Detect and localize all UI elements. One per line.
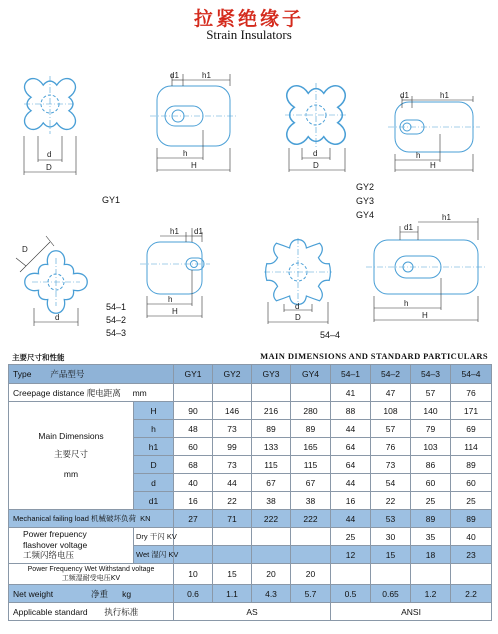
page-title-cn: 拉紧绝缘子 bbox=[193, 8, 304, 30]
table-row: Wet 湿闪 KV 12 15 18 23 bbox=[9, 546, 492, 564]
table-row: Power frepuency flashover voltage 工频闪络电压 Dry 干闪 KV 25 30 35 40 bbox=[9, 528, 492, 546]
spec-table bbox=[8, 364, 492, 621]
model-label-gy3: GY3 bbox=[356, 196, 375, 206]
gy234-front-view bbox=[285, 83, 347, 148]
model-label-gy2: GY2 bbox=[356, 182, 375, 192]
header-cell: 54–1 bbox=[331, 365, 371, 384]
model-label-54-3: 54–3 bbox=[106, 328, 127, 338]
model-label-54-4: 54–4 bbox=[320, 330, 341, 340]
model-label-54-2: 54–2 bbox=[106, 315, 127, 325]
header-cell: 54–2 bbox=[371, 365, 411, 384]
power-frequency-label: Power frepuency flashover voltage 工频闪络电压 bbox=[9, 528, 134, 564]
header-cell: GY3 bbox=[252, 365, 291, 384]
svg-text:d1: d1 bbox=[194, 227, 203, 236]
dim-label-H: H bbox=[191, 161, 197, 170]
model-label-gy1: GY1 bbox=[102, 195, 121, 205]
header-cell: GY1 bbox=[174, 365, 213, 384]
gy234-side-view bbox=[388, 102, 480, 152]
table-row: Power Frequency Wet Withstand voltage 工频湿耐受电压KV 10 15 20 20 bbox=[9, 564, 492, 585]
table-row: Net weight 净重 kg 0.6 1.1 4.3 5.7 0.5 0.65 1.2 2.2 bbox=[9, 585, 492, 603]
table-row: Main Dimensions 主要尺寸 mm H 90 146 216 280 88 108 140 171 bbox=[9, 402, 492, 420]
standard-as: AS bbox=[174, 603, 331, 621]
svg-text:d1: d1 bbox=[400, 91, 409, 100]
s54-front-view bbox=[21, 247, 90, 316]
header-cell: 54–3 bbox=[411, 365, 451, 384]
dim-label-D: D bbox=[46, 163, 52, 172]
table-row: d1 16 22 38 38 16 22 25 25 bbox=[9, 492, 492, 510]
svg-text:D: D bbox=[295, 313, 301, 322]
main-dimensions-label: Main Dimensions 主要尺寸 mm bbox=[9, 402, 134, 510]
svg-text:d: d bbox=[295, 302, 300, 311]
table-row: h 48 73 89 89 44 57 79 69 bbox=[9, 420, 492, 438]
svg-text:h1: h1 bbox=[170, 227, 179, 236]
header-cell: GY4 bbox=[291, 365, 331, 384]
gy1-side-view bbox=[150, 86, 238, 146]
dim-label-d1: d1 bbox=[170, 71, 179, 80]
header-cell: GY2 bbox=[213, 365, 252, 384]
page-title-en: Strain Insulators bbox=[206, 27, 292, 42]
table-row: h1 60 99 133 165 64 76 103 114 bbox=[9, 438, 492, 456]
header-cell: 54–4 bbox=[451, 365, 492, 384]
svg-text:H: H bbox=[172, 307, 178, 316]
model-label-gy4: GY4 bbox=[356, 210, 375, 220]
gy1-front-view bbox=[24, 76, 76, 134]
table-row: Creepage distance 爬电距离 mm 41 47 57 76 bbox=[9, 384, 492, 402]
standard-ansi: ANSI bbox=[331, 603, 492, 621]
svg-text:h1: h1 bbox=[442, 213, 451, 222]
svg-text:d: d bbox=[55, 313, 60, 322]
svg-text:d1: d1 bbox=[404, 223, 413, 232]
table-row: Applicable standard 执行标准 AS ANSI bbox=[9, 603, 492, 621]
table-row: Mechanical failing load 机械破坏负荷 KN 27 71 222 222 44 53 89 89 bbox=[9, 510, 492, 528]
svg-text:H: H bbox=[422, 311, 428, 320]
model-label-54-1: 54–1 bbox=[106, 302, 127, 312]
dim-label-h1: h1 bbox=[202, 71, 211, 80]
svg-text:d: d bbox=[313, 149, 318, 158]
dim-label-h: h bbox=[183, 149, 188, 158]
s54-4-side-view bbox=[366, 240, 486, 294]
s54-4-front-view bbox=[264, 238, 332, 306]
section-title-cn: 主要尺寸和性能 bbox=[12, 353, 65, 362]
table-row: d 40 44 67 67 44 54 60 60 bbox=[9, 474, 492, 492]
table-header-row: Type 产品型号 GY1 GY2 GY3 GY4 54–1 54–2 54–3 54–4 bbox=[9, 365, 492, 384]
s54-side-view bbox=[140, 242, 210, 294]
svg-text:h1: h1 bbox=[440, 91, 449, 100]
svg-text:h: h bbox=[416, 151, 421, 160]
svg-text:h: h bbox=[168, 295, 173, 304]
dim-label-d: d bbox=[47, 150, 52, 159]
table-row: D 68 73 115 115 64 73 86 89 bbox=[9, 456, 492, 474]
svg-text:H: H bbox=[430, 161, 436, 170]
svg-text:D: D bbox=[313, 161, 319, 170]
svg-text:D: D bbox=[22, 245, 28, 254]
section-title-en: MAIN DIMENSIONS AND STANDARD PARTICULARS bbox=[260, 351, 488, 361]
svg-text:h: h bbox=[404, 299, 409, 308]
